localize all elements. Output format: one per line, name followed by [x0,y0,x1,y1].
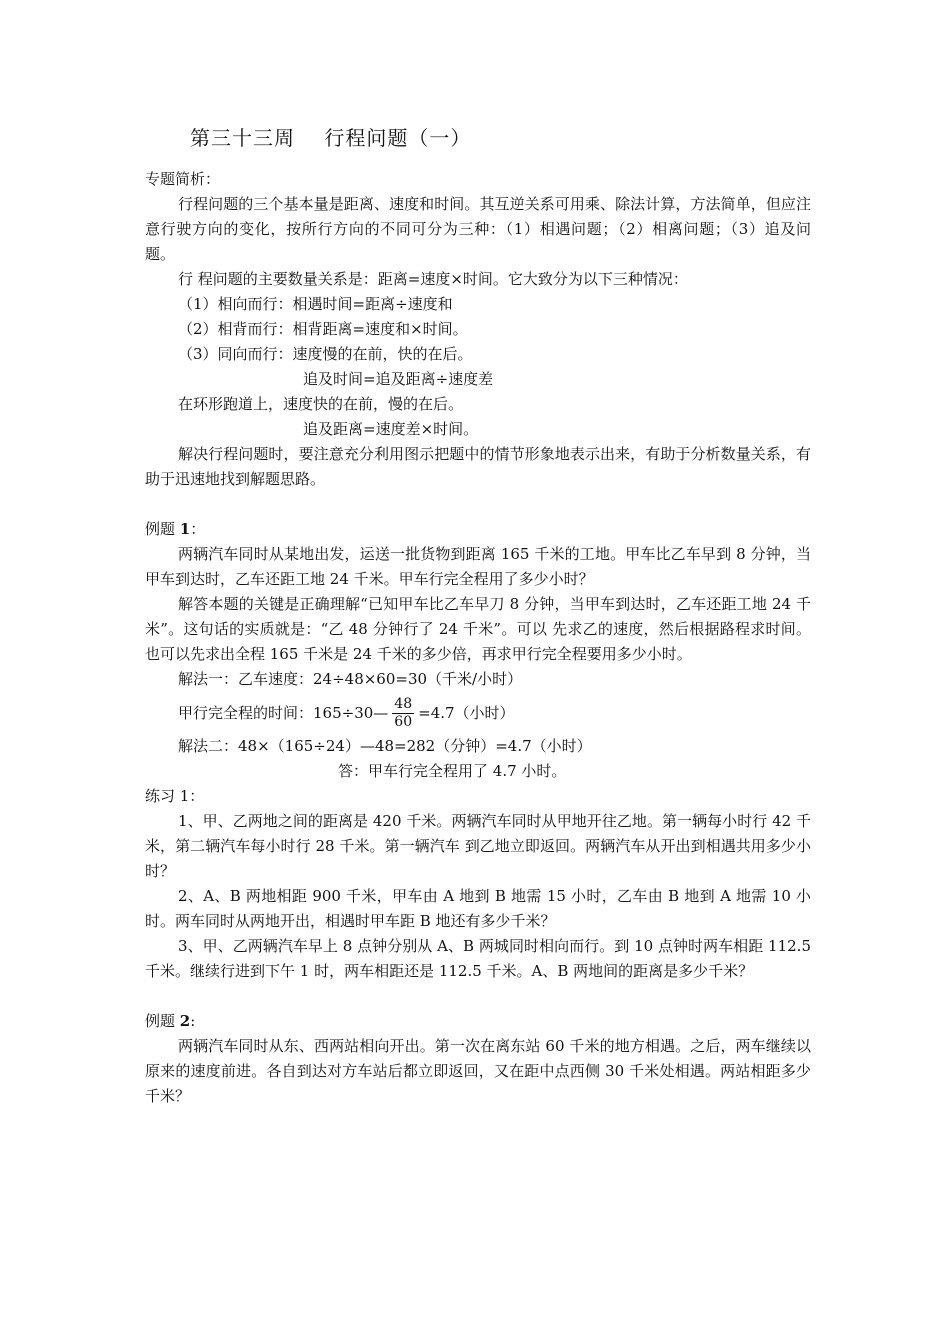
case-3: （3）同向而行：速度慢的在前，快的在后。 [178,345,473,363]
page-title: 第三十三周 行程问题（一） [190,126,472,150]
example-1-answer: 答：甲车行完全程用了 4.7 小时。 [338,762,567,780]
example-1-solution-1: 解法一：乙车速度：24÷48×60=30（千米/小时） [178,670,523,688]
spacer [145,492,811,517]
example-1-solution-2: 解法二：48×（165÷24）—48=282（分钟）=4.7（小时） [178,737,592,755]
practice-1-heading: 练习 1： [145,787,205,805]
spacer [145,984,811,1009]
document-body [145,167,811,1109]
practice-1-question-2: 2、A、B 两地相距 900 千米，甲车由 A 地到 B 地需 15 小时，乙车由 B 地到 A 地需 10 小时。两车同时从两地开出，相遇时甲车距 B 地还有多少千米？ [145,887,811,930]
intro-paragraph-2: 行 程问题的主要数量关系是：距离=速度×时间。它大致分为以下三种情况： [178,270,688,288]
example-1-solution-1b: 甲行完全程的时间：165÷30— $\frac{48}{60}$ =4.7（小时） [178,695,515,730]
ring-track-formula: 追及距离=速度差×时间。 [303,420,479,438]
fraction [392,696,414,731]
practice-1-question-1: 1、甲、乙两地之间的距离是 420 千米。两辆汽车同时从甲地开往乙地。第一辆每小时行 42 千米，第二辆汽车每小时行 28 千米。第一辆汽车 到乙地立即返回。两辆汽车从开出到相遇共用多少小时？ [145,812,811,880]
ring-track-note: 在环形跑道上，速度快的在前，慢的在后。 [178,395,464,413]
fraction-numerator: 48 [394,695,413,712]
case-3-formula: 追及时间=追及距离÷速度差 [303,370,494,388]
intro-paragraph-3: 解决行程问题时，要注意充分利用图示把题中的情节形象地表示出来，有助于分析数量关系，有助于迅速地找到解题思路。 [145,445,811,488]
example-1-analysis: 解答本题的关键是正确理解“已知甲车比乙车早刀 8 分钟，当甲车到达时，乙车还距工地 24 千米”。这句话的实质就是：“乙 48 分钟行了 24 千米”。可以 先求乙的速度，然后根据路程求时间。也可以先求出全程 165 千米是 24 千米的多少倍，再求甲行完全程要用多少小时。 [145,595,811,663]
example-1-heading: 例题 1： [145,520,206,538]
example-2-problem: 两辆汽车同时从东、西两站相向开出。第一次在离东站 60 千米的地方相遇。之后，两车继续以原来的速度前进。各自到达对方车站后都立即返回，又在距中点西侧 30 千米处相遇。两站相距多少千米？ [145,1037,811,1105]
case-1: （1）相向而行：相遇时间=距离÷速度和 [178,295,453,313]
intro-paragraph-1: 行程问题的三个基本量是距离、速度和时间。其互逆关系可用乘、除法计算，方法简单，但应注意行驶方向的变化，按所行方向的不同可分为三种：（1）相遇问题；（2）相离问题；（3）追及问题。 [145,195,811,263]
intro-heading: 专题简析： [145,170,221,188]
case-2: （2）相背而行：相背距离=速度和×时间。 [178,320,468,338]
example-2-heading: 例题 2: [145,1012,196,1030]
fraction-denominator: 60 [394,713,413,730]
practice-1-question-3: 3、甲、乙两辆汽车早上 8 点钟分别从 A、B 两城同时相向而行。到 10 点钟时两车相距 112.5 千米。继续行进到下午 1 时，两车相距还是 112.5 千米。A、B 两地间的距离是多少千米？ [145,937,811,980]
example-1-problem: 两辆汽车同时从某地出发，运送一批货物到距离 165 千米的工地。甲车比乙车早到 8 分钟，当甲车到达时，乙车还距工地 24 千米。甲车行完全程用了多少小时？ [145,545,811,588]
